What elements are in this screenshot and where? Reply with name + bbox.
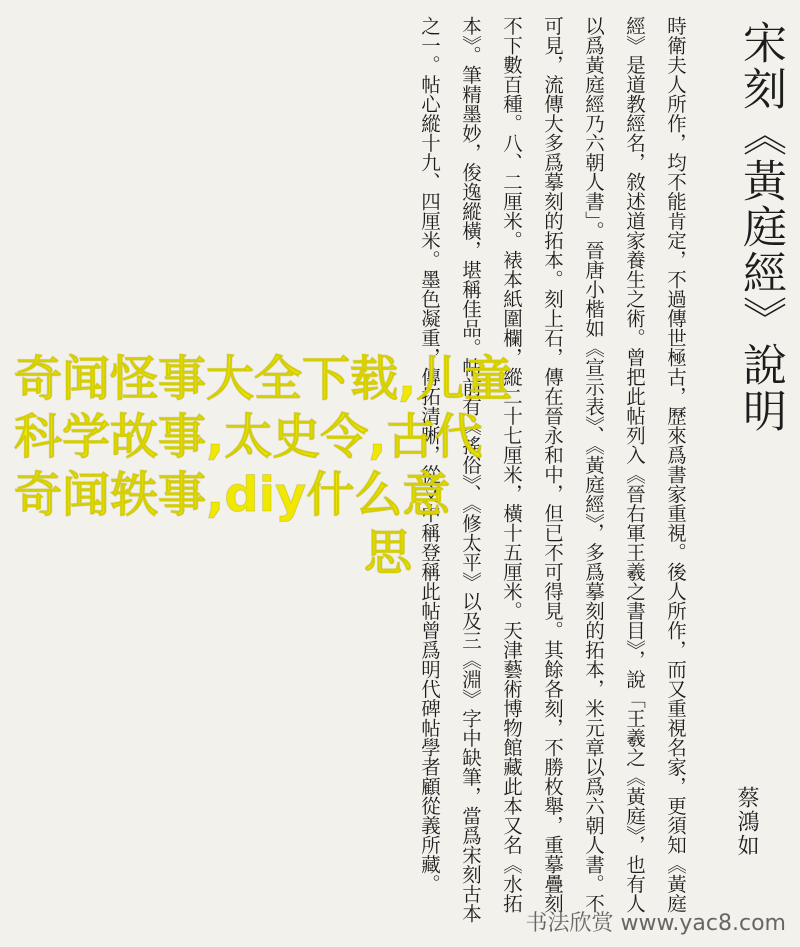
overlay-line: 思	[364, 525, 413, 581]
overlay-line: 奇闻轶事,diy什么意	[14, 467, 451, 523]
document-body: 時衛夫人所作，均不能肯定，不過傳世極古，歷來爲書家重視。後人所作，而又重視名家，更須知《黃庭經》是道教經名，敘述道家養生之術。曾把此帖列入《晉右軍王羲之書目》，說「王羲之《黃庭》，也有人以爲黃庭經乃六朝人書」。晉唐小楷如《宣示表》、《黃庭經》，多爲摹刻的拓本，米元章以爲六朝人書。不可見，流傳大多爲摹刻的拓本。刻上石，傳在晉永和中，但已不可得見。其餘各刻，不勝枚舉，重摹疊刻不下數百種。八、二厘米。裱本紙圍欄，縱二十七厘米，橫十五厘米。天津藝術博物館藏此本又名《水拓本》。筆精墨妙，俊逸縱橫，堪稱佳品。帖前有《搖俗》、《修太平》以及三《淵》字中缺筆，當爲宋刻古本之一。帖心縱十九、四厘米。墨色凝重，傳拓清晰，從文中稱登稱此帖曾爲明代碑帖學者顧從義所藏。	[418, 16, 687, 923]
document-title: 宋刻《黃庭經》說明	[735, 20, 786, 434]
site-watermark: 书法欣赏 www.yac8.com	[525, 911, 786, 936]
overlay-line: 科学故事,太史令,古代	[14, 409, 483, 465]
overlay-line: 奇闻怪事大全下载,儿童	[14, 351, 513, 407]
author-signature: 蔡鴻如	[734, 786, 759, 858]
